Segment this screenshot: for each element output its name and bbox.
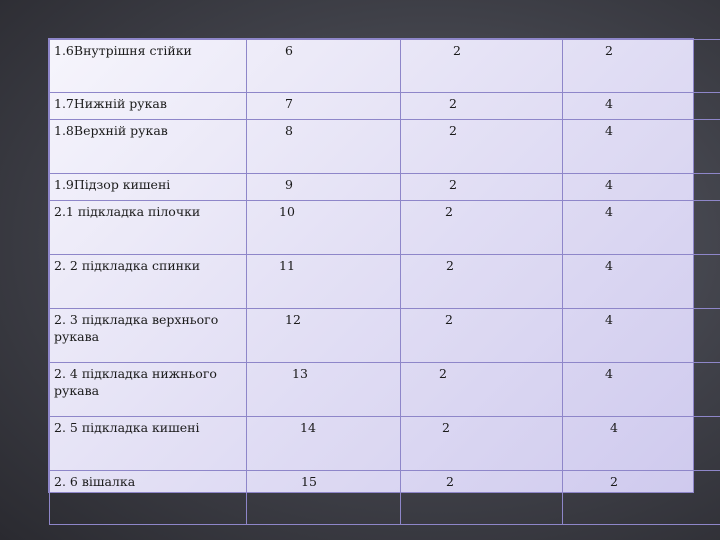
part-name: 1.6Внутрішня стійки bbox=[54, 43, 192, 58]
cell-value: 4 bbox=[610, 420, 618, 435]
value-cell bbox=[247, 120, 401, 174]
table-row bbox=[50, 174, 720, 201]
cell-value: 8 bbox=[285, 123, 293, 138]
cell-value: 2 bbox=[605, 43, 613, 58]
cell-value: 6 bbox=[285, 43, 293, 58]
value-cell bbox=[247, 93, 401, 120]
cell-value: 2 bbox=[445, 204, 453, 219]
value-cell bbox=[247, 201, 401, 255]
value-cell bbox=[247, 174, 401, 201]
part-name: 2. 2 підкладка спинки bbox=[54, 258, 201, 273]
part-name: 2. 3 підкладка верхнього рукава bbox=[54, 312, 219, 344]
parts-table bbox=[49, 39, 720, 525]
value-cell bbox=[247, 309, 401, 363]
value-cell bbox=[563, 93, 720, 120]
cell-value: 4 bbox=[605, 366, 613, 381]
cell-value: 12 bbox=[285, 312, 301, 327]
cell-value: 15 bbox=[301, 474, 317, 489]
value-cell bbox=[563, 255, 720, 309]
value-cell bbox=[401, 120, 563, 174]
part-name: 2. 5 підкладка кишені bbox=[54, 420, 200, 435]
cell-value: 2 bbox=[442, 420, 450, 435]
value-cell bbox=[563, 309, 720, 363]
cell-value: 4 bbox=[605, 204, 613, 219]
value-cell bbox=[563, 417, 720, 471]
value-cell bbox=[247, 255, 401, 309]
value-cell bbox=[247, 363, 401, 417]
value-cell bbox=[563, 471, 720, 525]
cell-value: 2 bbox=[453, 43, 461, 58]
part-name: 2. 4 підкладка нижнього рукава bbox=[54, 366, 217, 398]
table-row bbox=[50, 40, 720, 93]
part-name-cell bbox=[50, 120, 247, 174]
cell-value: 2 bbox=[449, 96, 457, 111]
value-cell bbox=[401, 174, 563, 201]
cell-value: 2 bbox=[449, 123, 457, 138]
part-name-cell bbox=[50, 363, 247, 417]
cell-value: 7 bbox=[285, 96, 293, 111]
part-name-cell bbox=[50, 201, 247, 255]
cell-value: 14 bbox=[300, 420, 316, 435]
table-row bbox=[50, 201, 720, 255]
value-cell bbox=[563, 363, 720, 417]
cell-value: 9 bbox=[285, 177, 293, 192]
table-row bbox=[50, 417, 720, 471]
data-table bbox=[48, 38, 694, 493]
table-row bbox=[50, 93, 720, 120]
part-name-cell bbox=[50, 417, 247, 471]
value-cell bbox=[401, 255, 563, 309]
cell-value: 2 bbox=[439, 366, 447, 381]
value-cell bbox=[401, 201, 563, 255]
value-cell bbox=[401, 471, 563, 525]
cell-value: 4 bbox=[605, 258, 613, 273]
part-name: 1.9Підзор кишені bbox=[54, 177, 171, 192]
value-cell bbox=[401, 93, 563, 120]
cell-value: 2 bbox=[446, 258, 454, 273]
part-name-cell bbox=[50, 255, 247, 309]
value-cell bbox=[401, 417, 563, 471]
part-name: 2.1 підкладка пілочки bbox=[54, 204, 201, 219]
value-cell bbox=[563, 120, 720, 174]
cell-value: 4 bbox=[605, 312, 613, 327]
part-name-cell bbox=[50, 471, 247, 525]
value-cell bbox=[563, 40, 720, 93]
cell-value: 4 bbox=[605, 123, 613, 138]
part-name: 1.7Нижній рукав bbox=[54, 96, 167, 111]
part-name-cell bbox=[50, 309, 247, 363]
part-name-cell bbox=[50, 40, 247, 93]
table-row bbox=[50, 363, 720, 417]
table-row bbox=[50, 309, 720, 363]
cell-value: 2 bbox=[446, 474, 454, 489]
cell-value: 11 bbox=[279, 258, 295, 273]
value-cell bbox=[563, 174, 720, 201]
part-name: 1.8Верхній рукав bbox=[54, 123, 168, 138]
cell-value: 4 bbox=[605, 96, 613, 111]
part-name: 2. 6 вішалка bbox=[54, 474, 136, 489]
table-row bbox=[50, 255, 720, 309]
value-cell bbox=[247, 40, 401, 93]
part-name-cell bbox=[50, 174, 247, 201]
cell-value: 2 bbox=[449, 177, 457, 192]
value-cell bbox=[563, 201, 720, 255]
cell-value: 4 bbox=[605, 177, 613, 192]
cell-value: 10 bbox=[279, 204, 295, 219]
value-cell bbox=[247, 417, 401, 471]
value-cell bbox=[401, 363, 563, 417]
table-row bbox=[50, 471, 720, 525]
cell-value: 13 bbox=[292, 366, 308, 381]
value-cell bbox=[247, 471, 401, 525]
cell-value: 2 bbox=[445, 312, 453, 327]
value-cell bbox=[401, 40, 563, 93]
cell-value: 2 bbox=[610, 474, 618, 489]
part-name-cell bbox=[50, 93, 247, 120]
table-row bbox=[50, 120, 720, 174]
value-cell bbox=[401, 309, 563, 363]
